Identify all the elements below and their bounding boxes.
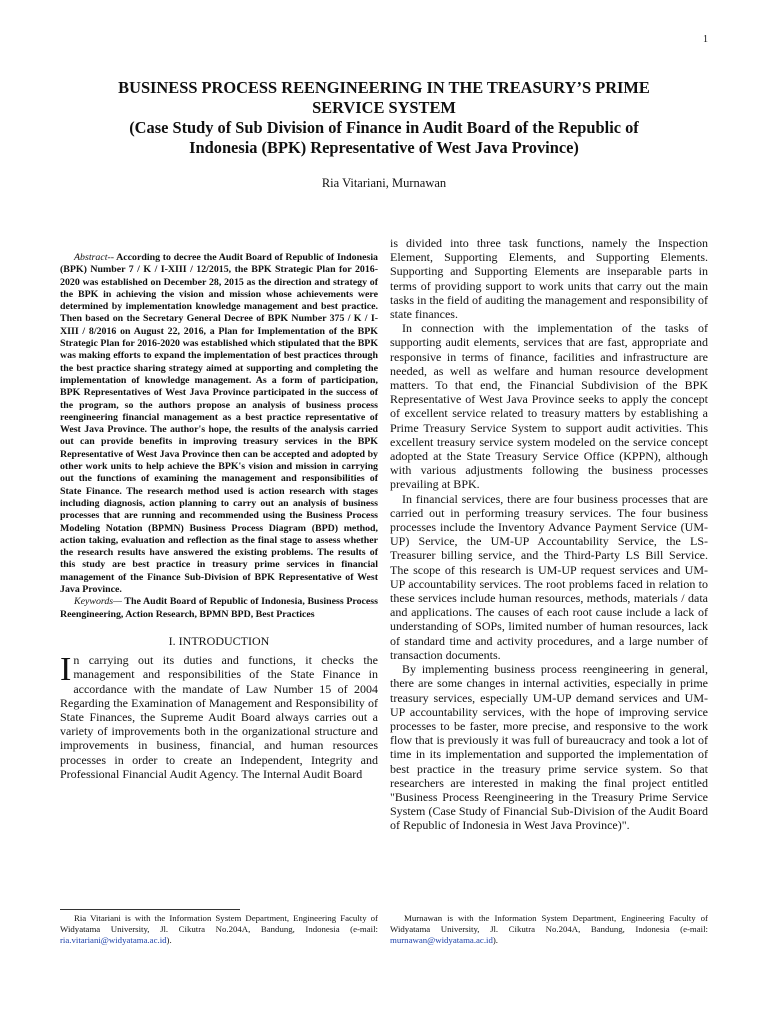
author-list: Ria Vitariani, Murnawan	[321, 176, 447, 190]
intro-paragraph	[60, 653, 378, 781]
footnote-author-1	[60, 913, 378, 946]
abstract	[60, 236, 378, 596]
keywords-label: Keywords—	[74, 596, 122, 608]
drop-cap: I	[60, 651, 72, 689]
footnote-1-end: ).	[166, 935, 172, 945]
right-column	[390, 236, 708, 833]
title-line-2: SERVICE SYSTEM	[312, 98, 456, 117]
paragraph-4: By implementing business process reengineering in general, there are some changes in internal activities, especially in prime treasury services, especially UM-UP demand services and UM-UP accountability services, with the hope of improving service processes to be faster, more precise, and responsive to the work flow that is previously it was full of bureaucracy and took a lot of time in its implementation and supported the implementation of best practice in the treasury prime service system. So that researchers are interested in making the final project entitled "Business Process Reengineering in the Treasury Prime Service System (Case Study of Financial Sub-Division of the Audit Board of Republic of Indonesia in West Java Province)".	[390, 662, 708, 833]
paragraph-2: In connection with the implementation of the tasks of supporting audit elements, services that are fast, appropriate and responsive in terms of finance, facilities and infrastructure are needed, as well as welfare and human resource development matters. To that end, the Financial Subdivision of the BPK Representative of West Java Province seeks to apply the concept of excellent service related to treasury matters by establishing a Prime Treasury Service System to support audit activities. This excellent treasury service system modeled on the service concept adopted at the State Treasury Service Office (KPPN), although with various adjustments following the business processes prevailing at BPK.	[390, 321, 708, 492]
paragraph-1: is divided into three task functions, namely the Inspection Element, Supporting Elements, and Supporting Elements. Supporting and Supporting Elements are inseparable parts in terms of providing support to work units that carry out the main tasks in the field of auditing the management and responsibility of state finances.	[390, 236, 708, 322]
email-link-1[interactable]: ria.vitariani@widyatama.ac.id	[60, 935, 167, 945]
title-line-1: BUSINESS PROCESS REENGINEERING IN THE TREASURY’S PRIME	[118, 78, 650, 97]
paper-title	[60, 78, 708, 158]
keywords-text: The Audit Board of Republic of Indonesia, Business Process Reengineering, Action Research, BPMN BPD, Best Practices	[60, 596, 378, 620]
title-line-3: (Case Study of Sub Division of Finance in Audit Board of the Republic of	[129, 118, 639, 137]
title-line-4: Indonesia (BPK) Representative of West Java Province)	[189, 138, 579, 157]
footnote-2-text: Murnawan is with the Information System Department, Engineering Faculty of Widyatama University, Jl. Cikutra No.204A, Bandung, Indonesia (e-mail:	[390, 913, 708, 934]
paragraph-3: In financial services, there are four business processes that are carried out in performing treasury services. The four business processes include the Inventory Advance Payment Service (UM-UP) Service, the UM-UP Accountability Service, the LS-Treasurer billing service, and the Third-Party LS Bill Service. The scope of this research is UM-UP request services and UM-UP accountability services. The root problems faced in relation to these services include human resources, methods, materials / data and applications. The causes of each root cause include a lack of understanding of SOPs, limited number of human resources, lack of standard time and activity procedures, and a large number of transaction documents.	[390, 491, 708, 662]
footnote-1-text: Ria Vitariani is with the Information System Department, Engineering Faculty of Widyatama University, Jl. Cikutra No.204A, Bandung, Indonesia (e-mail:	[60, 913, 378, 934]
abstract-label: Abstract--	[74, 252, 115, 263]
abstract-text: According to decree the Audit Board of Republic of Indonesia (BPK) Number 7 / K / I-XIII / 12/2015, the BPK Strategic Plan for 2016-2020 was established on December 28, 2015 as the direction and strategy of the BPK in achieving the vision and mission whose achievements were determined by implementation knowledge management and best practice. Then based on the Secretary General Decree of BPK Number 375 / K / I-XIII / 8/2016 on August 22, 2016, a Plan for Implementation of the BPK Strategic Plan for 2016-2020 was established which stipulated that the BPK was making efforts to expand the implementation of best practices through the best practice sharing strategy aimed at supporting and completing the implementation of knowledge management. As a form of participation, BPK Representatives of West Java Province participated in the success of the program, so the authors propose an analysis of business process reengineering financial management as a best practice representative of West Java Province. The author's hope, the results of the analysis carried out can provide benefits in improving treasury services in the BPK Representative of West Java Province then can be accepted and adopted by other work units to help achieve the BPK's vision and mission in carrying out the functions of examining the management and responsibilities of State Finance. The research method used is action research with stages including diagnosis, action planning to carry out an analysis of business processes that are running and recommended using the Business Process Modeling Notation (BPMN) Business Process Diagram (BPD) method, action taking, evaluation and reflection as the final stage to assess whether the research results have answered the existing problems. The results of this study are best practice in treasury prime services in financial management of the Finance Sub-Division of BPK Representative of West Java Province.	[60, 252, 378, 596]
footnote-author-2	[390, 913, 708, 946]
email-link-2[interactable]: murnawan@widyatama.ac.id	[390, 935, 493, 945]
page-number: 1	[703, 34, 708, 45]
footnote-divider	[60, 909, 240, 910]
footnote-2-end: ).	[492, 935, 499, 945]
left-column	[60, 236, 378, 781]
keywords	[60, 596, 378, 621]
section-heading-introduction: I. INTRODUCTION	[168, 633, 270, 648]
intro-text: n carrying out its duties and functions, it checks the management and responsibilities of the State Finance in accordance with the mandate of Law Number 15 of 2004 Regarding the Examination of Management and Responsibility of State Finances, the Supreme Audit Board always carries out a variety of improvements both in the organizational structure and improvements in business, financial, and human resources processes in order to create an Independent, Integrity and Professional Financial Audit Agency. The Internal Audit Board	[60, 653, 378, 781]
